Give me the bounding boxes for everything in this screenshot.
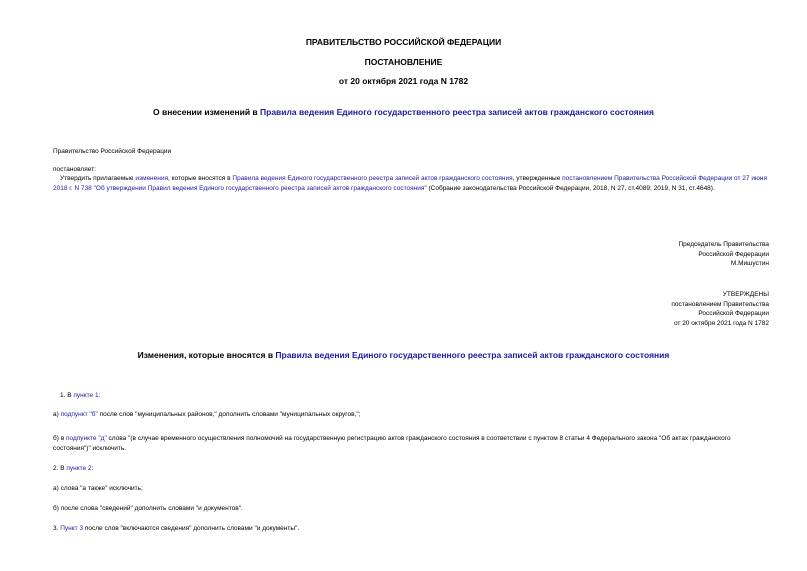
- decides: постановляет:: [53, 166, 96, 173]
- item-text: :: [98, 392, 101, 399]
- rules-link[interactable]: Правила ведения Единого государственного реестра записей актов гражданского состояния: [232, 175, 513, 182]
- item-text: :: [91, 465, 94, 472]
- item-2b: б) после слова "сведений" дополнить словами "и документов".: [53, 505, 243, 512]
- preamble-text: , утвержденные: [512, 175, 563, 182]
- document-type: ПОСТАНОВЛЕНИЕ: [364, 57, 443, 67]
- document-date-number: от 20 октября 2021 года N 1782: [338, 76, 469, 86]
- government-heading: ПРАВИТЕЛЬСТВО РОССИЙСКОЙ ФЕДЕРАЦИИ: [305, 37, 502, 47]
- approval-stamp: [671, 290, 769, 329]
- item-1: [60, 391, 100, 401]
- changes-heading-prefix: Изменения, которые вносятся в: [137, 350, 276, 360]
- item-text: а): [53, 411, 61, 418]
- approved-label: УТВЕРЖДЕНЫ: [722, 291, 769, 298]
- title-rules-link[interactable]: Правила ведения Единого государственного реестра записей актов гражданского состояния: [260, 107, 654, 117]
- signature-position: Председатель Правительства: [678, 241, 769, 248]
- decree-link[interactable]: постановлением Правительства Российской Федерации от 27 июня 2018 г. N 738 "Об утверждении Правил ведения Единого государственного реестра записей актов гражданского состояния": [53, 175, 767, 192]
- item-1b: [53, 434, 770, 453]
- approved-date: от 20 октября 2021 года N 1782: [673, 320, 769, 328]
- approved-country: Российской Федерации: [698, 310, 769, 318]
- item-1a: [53, 410, 361, 420]
- item-2a: а) слова "а также" исключить;: [53, 485, 143, 492]
- preamble-text: (Собрание законодательства Российской Федерации, 2018, N 27, ст.4089; 2019, N 31, ст.4648).: [426, 184, 715, 192]
- item-1a-link[interactable]: подпункт "б": [60, 411, 98, 418]
- issuer: Правительство Российской Федерации: [53, 148, 172, 155]
- signature-country: Российской Федерации: [698, 250, 769, 258]
- changes-heading: [0, 350, 807, 360]
- item-3-link[interactable]: Пункт 3: [60, 525, 84, 532]
- item-3: [53, 524, 299, 534]
- preamble-paragraph: [53, 174, 770, 193]
- title-prefix: О внесении изменений в: [153, 107, 261, 117]
- signature-name: М.Мишустин: [730, 260, 769, 268]
- item-2: [53, 464, 93, 474]
- item-text: 2. В: [53, 465, 67, 472]
- item-text: после слов "муниципальных районов," дополнить словами "муниципальных округов,";: [97, 411, 361, 418]
- item-text: после слов "включаются сведения" дополнить словами "и документы".: [83, 525, 300, 532]
- item-2-link[interactable]: пункте 2: [66, 465, 92, 472]
- changes-link[interactable]: изменения: [135, 175, 168, 182]
- item-text: слова "(в случае временного осуществления полномочий на государственную регистрацию актов гражданского состояния в соответствии с пунктом 8 статьи 4 Федерального закона "Об актах гражданского состояния")" исключить.: [53, 435, 731, 452]
- item-text: 1. В: [60, 392, 74, 399]
- item-1b-link[interactable]: подпункте "д": [65, 435, 107, 442]
- item-text: 3.: [53, 525, 61, 532]
- document-title: [0, 107, 807, 117]
- preamble-text: , которые вносятся в: [168, 175, 233, 182]
- preamble-text: Утвердить прилагаемые: [60, 175, 136, 182]
- signature-block: [678, 240, 769, 269]
- item-1-link[interactable]: пункте 1: [73, 392, 99, 399]
- approved-by: постановлением Правительства: [671, 300, 769, 308]
- changes-rules-link[interactable]: Правила ведения Единого государственного реестра записей актов гражданского состояния: [275, 350, 670, 360]
- item-text: б) в: [53, 435, 66, 442]
